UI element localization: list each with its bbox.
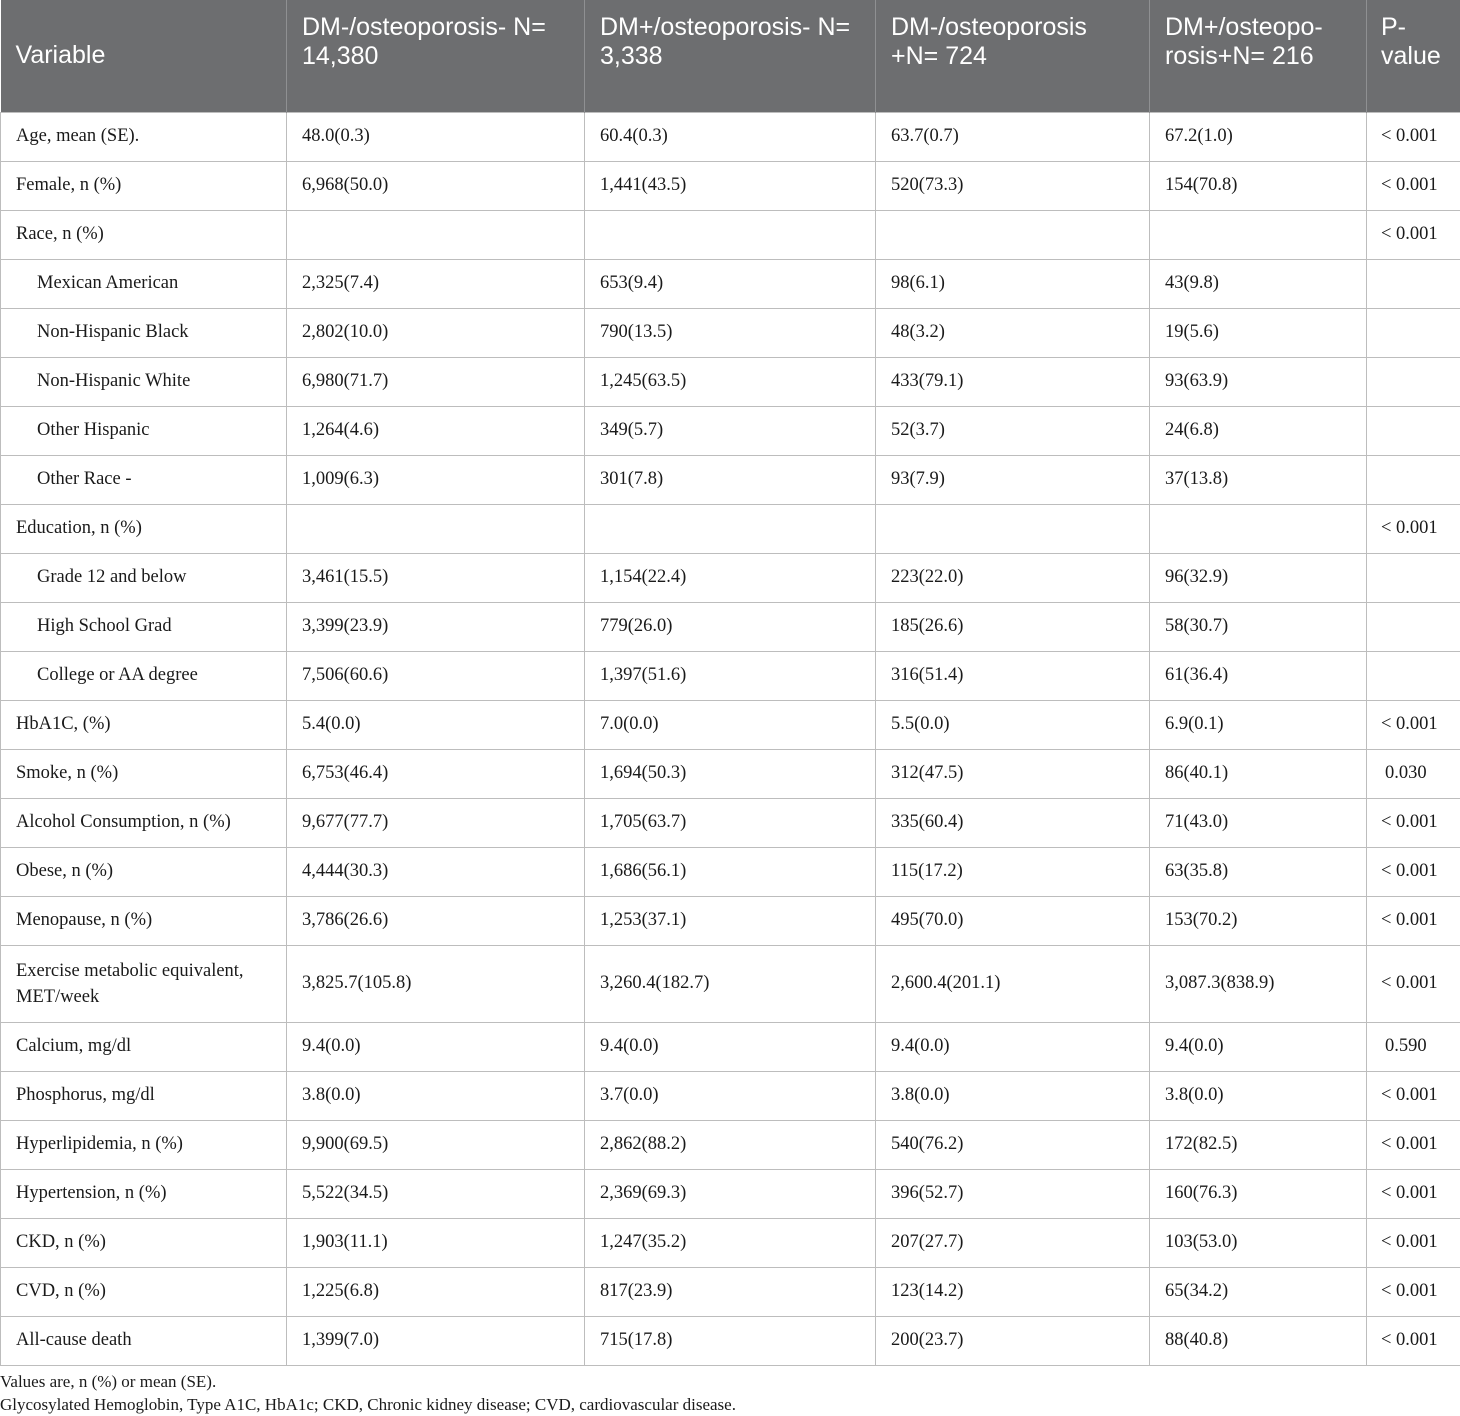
table-row [1, 112, 1460, 161]
table-row [1, 1120, 1460, 1169]
dm-neg-osteo-pos-cell: 312(47.5) [876, 749, 1150, 798]
variable-cell: Race, n (%) [1, 210, 287, 259]
variable-cell: Female, n (%) [1, 161, 287, 210]
dm-neg-osteo-pos-cell: 3.8(0.0) [876, 1071, 1150, 1120]
dm-pos-osteo-neg-cell: 1,397(51.6) [585, 651, 876, 700]
variable-cell: CVD, n (%) [1, 1267, 287, 1316]
variable-cell: Non-Hispanic Black [1, 308, 287, 357]
p-value-cell: < 0.001 [1367, 896, 1460, 945]
p-value-cell [1367, 308, 1460, 357]
dm-pos-osteo-pos-cell: 71(43.0) [1150, 798, 1367, 847]
dm-neg-osteo-neg-cell: 5.4(0.0) [287, 700, 585, 749]
dm-neg-osteo-neg-cell: 3,825.7(105.8) [287, 945, 585, 1022]
p-value-cell [1367, 553, 1460, 602]
p-value-cell: < 0.001 [1367, 798, 1460, 847]
table-row [1, 847, 1460, 896]
dm-neg-osteo-neg-cell: 3,399(23.9) [287, 602, 585, 651]
dm-neg-osteo-pos-cell [876, 210, 1150, 259]
p-value-cell [1367, 455, 1460, 504]
p-value-cell: < 0.001 [1367, 1071, 1460, 1120]
dm-neg-osteo-neg-cell: 1,903(11.1) [287, 1218, 585, 1267]
dm-neg-osteo-neg-cell: 1,399(7.0) [287, 1316, 585, 1365]
header-p-value: P-value [1367, 0, 1460, 112]
p-value-cell: < 0.001 [1367, 1120, 1460, 1169]
table-row [1, 602, 1460, 651]
dm-pos-osteo-pos-cell: 67.2(1.0) [1150, 112, 1367, 161]
p-value-cell: < 0.001 [1367, 1218, 1460, 1267]
dm-neg-osteo-pos-cell: 48(3.2) [876, 308, 1150, 357]
dm-neg-osteo-pos-cell: 316(51.4) [876, 651, 1150, 700]
table-row [1, 504, 1460, 553]
dm-pos-osteo-neg-cell: 1,694(50.3) [585, 749, 876, 798]
p-value-cell: 0.030 [1367, 749, 1460, 798]
dm-neg-osteo-neg-cell: 6,980(71.7) [287, 357, 585, 406]
dm-pos-osteo-pos-cell: 88(40.8) [1150, 1316, 1367, 1365]
dm-neg-osteo-neg-cell: 3.8(0.0) [287, 1071, 585, 1120]
dm-pos-osteo-neg-cell [585, 504, 876, 553]
dm-neg-osteo-neg-cell: 9.4(0.0) [287, 1022, 585, 1071]
dm-neg-osteo-pos-cell: 396(52.7) [876, 1169, 1150, 1218]
dm-pos-osteo-pos-cell: 65(34.2) [1150, 1267, 1367, 1316]
dm-pos-osteo-pos-cell: 58(30.7) [1150, 602, 1367, 651]
dm-pos-osteo-pos-cell: 9.4(0.0) [1150, 1022, 1367, 1071]
p-value-cell [1367, 651, 1460, 700]
dm-neg-osteo-neg-cell: 3,461(15.5) [287, 553, 585, 602]
table-row [1, 798, 1460, 847]
dm-pos-osteo-neg-cell: 7.0(0.0) [585, 700, 876, 749]
dm-pos-osteo-neg-cell: 1,245(63.5) [585, 357, 876, 406]
dm-pos-osteo-neg-cell: 1,253(37.1) [585, 896, 876, 945]
dm-neg-osteo-pos-cell: 495(70.0) [876, 896, 1150, 945]
table-row [1, 945, 1460, 1022]
variable-cell: High School Grad [1, 602, 287, 651]
p-value-cell: 0.590 [1367, 1022, 1460, 1071]
table-row [1, 1267, 1460, 1316]
p-value-cell: < 0.001 [1367, 161, 1460, 210]
dm-pos-osteo-pos-cell: 153(70.2) [1150, 896, 1367, 945]
table-row [1, 308, 1460, 357]
variable-cell: College or AA degree [1, 651, 287, 700]
dm-pos-osteo-pos-cell: 61(36.4) [1150, 651, 1367, 700]
p-value-cell [1367, 357, 1460, 406]
table-row [1, 357, 1460, 406]
dm-pos-osteo-neg-cell: 60.4(0.3) [585, 112, 876, 161]
dm-neg-osteo-pos-cell: 207(27.7) [876, 1218, 1150, 1267]
dm-pos-osteo-pos-cell [1150, 210, 1367, 259]
header-dm-neg-osteo-pos: DM-/osteoporosis +N= 724 [876, 0, 1150, 112]
p-value-cell: < 0.001 [1367, 504, 1460, 553]
dm-neg-osteo-pos-cell [876, 504, 1150, 553]
dm-neg-osteo-neg-cell: 3,786(26.6) [287, 896, 585, 945]
table-row [1, 1022, 1460, 1071]
dm-neg-osteo-neg-cell: 2,802(10.0) [287, 308, 585, 357]
dm-pos-osteo-pos-cell: 160(76.3) [1150, 1169, 1367, 1218]
p-value-cell [1367, 406, 1460, 455]
dm-neg-osteo-neg-cell: 48.0(0.3) [287, 112, 585, 161]
dm-pos-osteo-pos-cell [1150, 504, 1367, 553]
dm-pos-osteo-neg-cell: 1,705(63.7) [585, 798, 876, 847]
dm-pos-osteo-neg-cell: 2,862(88.2) [585, 1120, 876, 1169]
dm-neg-osteo-pos-cell: 5.5(0.0) [876, 700, 1150, 749]
table-header-row [1, 0, 1460, 112]
dm-pos-osteo-neg-cell: 790(13.5) [585, 308, 876, 357]
table-row [1, 553, 1460, 602]
dm-neg-osteo-pos-cell: 123(14.2) [876, 1267, 1150, 1316]
p-value-cell [1367, 259, 1460, 308]
table-row [1, 259, 1460, 308]
variable-cell: HbA1C, (%) [1, 700, 287, 749]
dm-neg-osteo-pos-cell: 63.7(0.7) [876, 112, 1150, 161]
dm-neg-osteo-neg-cell: 9,677(77.7) [287, 798, 585, 847]
dm-neg-osteo-pos-cell: 98(6.1) [876, 259, 1150, 308]
variable-cell: Mexican American [1, 259, 287, 308]
dm-pos-osteo-neg-cell: 1,686(56.1) [585, 847, 876, 896]
dm-pos-osteo-neg-cell: 1,441(43.5) [585, 161, 876, 210]
dm-neg-osteo-pos-cell: 2,600.4(201.1) [876, 945, 1150, 1022]
variable-cell: Education, n (%) [1, 504, 287, 553]
dm-pos-osteo-pos-cell: 3.8(0.0) [1150, 1071, 1367, 1120]
dm-neg-osteo-neg-cell: 9,900(69.5) [287, 1120, 585, 1169]
table-row [1, 161, 1460, 210]
dm-pos-osteo-neg-cell: 9.4(0.0) [585, 1022, 876, 1071]
p-value-cell: < 0.001 [1367, 1316, 1460, 1365]
variable-cell: Age, mean (SE). [1, 112, 287, 161]
table-row [1, 651, 1460, 700]
dm-neg-osteo-neg-cell: 5,522(34.5) [287, 1169, 585, 1218]
table-footnotes [0, 1370, 736, 1416]
dm-neg-osteo-pos-cell: 185(26.6) [876, 602, 1150, 651]
table-row [1, 1071, 1460, 1120]
p-value-cell: < 0.001 [1367, 1267, 1460, 1316]
dm-pos-osteo-neg-cell: 1,154(22.4) [585, 553, 876, 602]
dm-pos-osteo-neg-cell: 2,369(69.3) [585, 1169, 876, 1218]
dm-pos-osteo-pos-cell: 3,087.3(838.9) [1150, 945, 1367, 1022]
dm-pos-osteo-neg-cell: 3,260.4(182.7) [585, 945, 876, 1022]
header-variable: Variable [1, 0, 287, 112]
header-dm-pos-osteo-neg: DM+/osteoporosis- N= 3,338 [585, 0, 876, 112]
dm-neg-osteo-pos-cell: 52(3.7) [876, 406, 1150, 455]
dm-neg-osteo-neg-cell [287, 504, 585, 553]
table-row [1, 1218, 1460, 1267]
p-value-cell: < 0.001 [1367, 112, 1460, 161]
dm-neg-osteo-neg-cell: 4,444(30.3) [287, 847, 585, 896]
dm-neg-osteo-pos-cell: 433(79.1) [876, 357, 1150, 406]
dm-pos-osteo-pos-cell: 86(40.1) [1150, 749, 1367, 798]
dm-neg-osteo-pos-cell: 115(17.2) [876, 847, 1150, 896]
variable-cell: Calcium, mg/dl [1, 1022, 287, 1071]
table-row [1, 1169, 1460, 1218]
dm-neg-osteo-neg-cell [287, 210, 585, 259]
variable-cell: Exercise metabolic equivalent, MET/week [1, 945, 287, 1022]
p-value-cell: < 0.001 [1367, 945, 1460, 1022]
dm-neg-osteo-neg-cell: 1,225(6.8) [287, 1267, 585, 1316]
dm-pos-osteo-pos-cell: 24(6.8) [1150, 406, 1367, 455]
variable-cell: Other Hispanic [1, 406, 287, 455]
p-value-cell: < 0.001 [1367, 1169, 1460, 1218]
dm-neg-osteo-neg-cell: 6,753(46.4) [287, 749, 585, 798]
dm-pos-osteo-neg-cell [585, 210, 876, 259]
dm-pos-osteo-pos-cell: 19(5.6) [1150, 308, 1367, 357]
table-row [1, 455, 1460, 504]
table-row [1, 700, 1460, 749]
dm-neg-osteo-neg-cell: 7,506(60.6) [287, 651, 585, 700]
p-value-cell [1367, 602, 1460, 651]
dm-pos-osteo-pos-cell: 37(13.8) [1150, 455, 1367, 504]
variable-cell: Other Race - [1, 455, 287, 504]
dm-pos-osteo-neg-cell: 349(5.7) [585, 406, 876, 455]
dm-pos-osteo-neg-cell: 301(7.8) [585, 455, 876, 504]
variable-cell: Phosphorus, mg/dl [1, 1071, 287, 1120]
dm-pos-osteo-pos-cell: 96(32.9) [1150, 553, 1367, 602]
dm-pos-osteo-neg-cell: 3.7(0.0) [585, 1071, 876, 1120]
variable-cell: Alcohol Consumption, n (%) [1, 798, 287, 847]
dm-neg-osteo-neg-cell: 1,009(6.3) [287, 455, 585, 504]
table-row [1, 896, 1460, 945]
variable-cell: All-cause death [1, 1316, 287, 1365]
dm-neg-osteo-pos-cell: 335(60.4) [876, 798, 1150, 847]
variable-cell: Non-Hispanic White [1, 357, 287, 406]
footnote-abbreviations: Glycosylated Hemoglobin, Type A1C, HbA1c; CKD, Chronic kidney disease; CVD, cardiovascular disease. [0, 1395, 736, 1414]
dm-pos-osteo-neg-cell: 1,247(35.2) [585, 1218, 876, 1267]
dm-neg-osteo-neg-cell: 2,325(7.4) [287, 259, 585, 308]
dm-pos-osteo-neg-cell: 817(23.9) [585, 1267, 876, 1316]
dm-neg-osteo-pos-cell: 223(22.0) [876, 553, 1150, 602]
dm-pos-osteo-neg-cell: 653(9.4) [585, 259, 876, 308]
dm-neg-osteo-neg-cell: 1,264(4.6) [287, 406, 585, 455]
dm-pos-osteo-neg-cell: 715(17.8) [585, 1316, 876, 1365]
table-row [1, 210, 1460, 259]
variable-cell: Menopause, n (%) [1, 896, 287, 945]
dm-neg-osteo-pos-cell: 540(76.2) [876, 1120, 1150, 1169]
footnote-values: Values are, n (%) or mean (SE). [0, 1372, 217, 1391]
dm-neg-osteo-pos-cell: 9.4(0.0) [876, 1022, 1150, 1071]
dm-pos-osteo-neg-cell: 779(26.0) [585, 602, 876, 651]
dm-pos-osteo-pos-cell: 172(82.5) [1150, 1120, 1367, 1169]
table-row [1, 1316, 1460, 1365]
variable-cell: Smoke, n (%) [1, 749, 287, 798]
dm-pos-osteo-pos-cell: 6.9(0.1) [1150, 700, 1367, 749]
variable-cell: Obese, n (%) [1, 847, 287, 896]
p-value-cell: < 0.001 [1367, 700, 1460, 749]
p-value-cell: < 0.001 [1367, 847, 1460, 896]
p-value-cell: < 0.001 [1367, 210, 1460, 259]
variable-cell: CKD, n (%) [1, 1218, 287, 1267]
header-dm-neg-osteo-neg: DM-/osteoporosis- N= 14,380 [287, 0, 585, 112]
variable-cell: Hypertension, n (%) [1, 1169, 287, 1218]
dm-pos-osteo-pos-cell: 93(63.9) [1150, 357, 1367, 406]
variable-cell: Grade 12 and below [1, 553, 287, 602]
dm-neg-osteo-neg-cell: 6,968(50.0) [287, 161, 585, 210]
dm-pos-osteo-pos-cell: 103(53.0) [1150, 1218, 1367, 1267]
dm-neg-osteo-pos-cell: 200(23.7) [876, 1316, 1150, 1365]
variable-cell: Hyperlipidemia, n (%) [1, 1120, 287, 1169]
table-row [1, 749, 1460, 798]
dm-pos-osteo-pos-cell: 43(9.8) [1150, 259, 1367, 308]
dm-pos-osteo-pos-cell: 63(35.8) [1150, 847, 1367, 896]
dm-neg-osteo-pos-cell: 520(73.3) [876, 161, 1150, 210]
table-row [1, 406, 1460, 455]
dm-pos-osteo-pos-cell: 154(70.8) [1150, 161, 1367, 210]
dm-neg-osteo-pos-cell: 93(7.9) [876, 455, 1150, 504]
header-dm-pos-osteo-pos: DM+/osteopo-rosis+N= 216 [1150, 0, 1367, 112]
